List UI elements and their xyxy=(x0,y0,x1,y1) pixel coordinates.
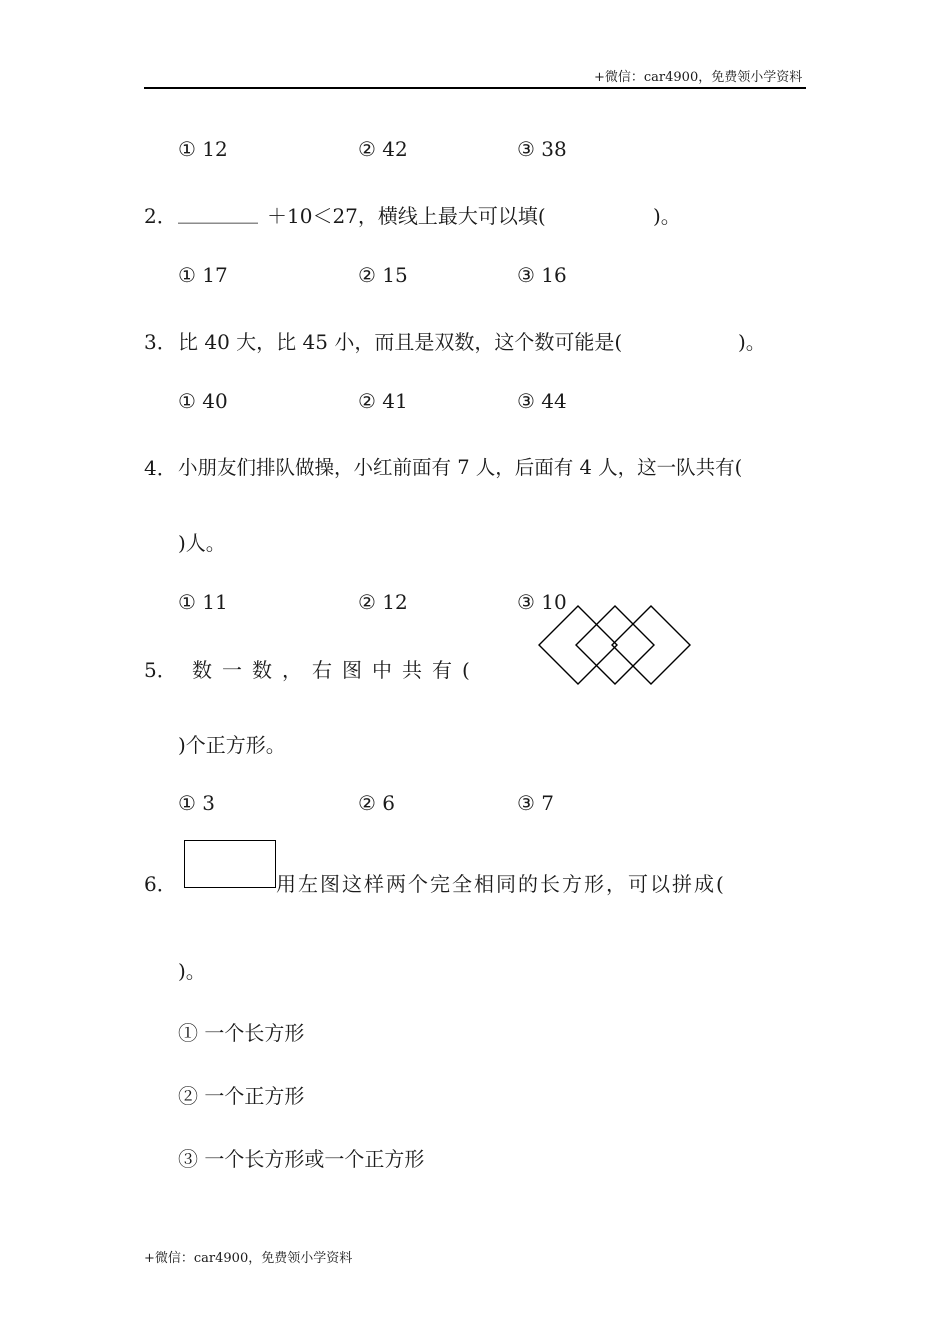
q1-option-3: ③ 38 xyxy=(517,137,567,161)
square-left xyxy=(539,606,617,684)
q3-text: 比 40 大，比 45 小，而且是双数，这个数可能是( xyxy=(178,330,623,354)
q4-option-1: ① 11 xyxy=(178,590,228,614)
q1-option-2: ② 42 xyxy=(358,137,408,161)
q2-number: 2． xyxy=(144,204,177,228)
q6-option-3: ③ 一个长方形或一个正方形 xyxy=(178,1147,425,1171)
q3-close: )。 xyxy=(738,330,766,354)
q3-option-1: ① 40 xyxy=(178,389,228,413)
square-middle xyxy=(576,606,654,684)
q2-close: )。 xyxy=(653,204,681,228)
q5-option-2: ② 6 xyxy=(358,791,396,815)
q2-blank: ________ xyxy=(178,200,258,224)
q4-number: 4． xyxy=(144,456,177,480)
q6-continuation: )。 xyxy=(178,959,206,983)
q4-text: 小朋友们排队做操，小红前面有 7 人，后面有 4 人，这一队共有( xyxy=(178,456,743,479)
footer-watermark: +微信：car4900，免费领小学资料 xyxy=(144,1251,353,1266)
header-rule xyxy=(144,87,806,89)
q3-option-2: ② 41 xyxy=(358,389,408,413)
header-watermark: +微信：car4900，免费领小学资料 xyxy=(594,70,803,85)
q1-option-1: ① 12 xyxy=(178,137,228,161)
rectangle-figure xyxy=(184,840,276,888)
q6-number: 6． xyxy=(144,872,177,896)
q2-option-3: ③ 16 xyxy=(517,263,567,287)
q5-text: 数一数，右图中共有( xyxy=(192,658,480,682)
q6-text: 用左图这样两个完全相同的长方形，可以拼成( xyxy=(276,872,726,896)
q6-option-2: ② 一个正方形 xyxy=(178,1084,305,1108)
q4-option-2: ② 12 xyxy=(358,590,408,614)
q3-number: 3． xyxy=(144,330,177,354)
squares-figure xyxy=(535,604,695,688)
q5-option-3: ③ 7 xyxy=(517,791,555,815)
q6-option-1: ① 一个长方形 xyxy=(178,1021,305,1045)
q2-text: ＋10＜27，横线上最大可以填( xyxy=(267,204,546,228)
q2-option-2: ② 15 xyxy=(358,263,408,287)
q5-option-1: ① 3 xyxy=(178,791,216,815)
q5-number: 5． xyxy=(144,658,177,682)
square-right xyxy=(612,606,690,684)
q2-option-1: ① 17 xyxy=(178,263,228,287)
q5-continuation: )个正方形。 xyxy=(178,733,286,757)
q3-option-3: ③ 44 xyxy=(517,389,567,413)
q4-option-3: ③ 10 xyxy=(517,590,567,614)
q4-continuation: )人。 xyxy=(178,531,226,555)
